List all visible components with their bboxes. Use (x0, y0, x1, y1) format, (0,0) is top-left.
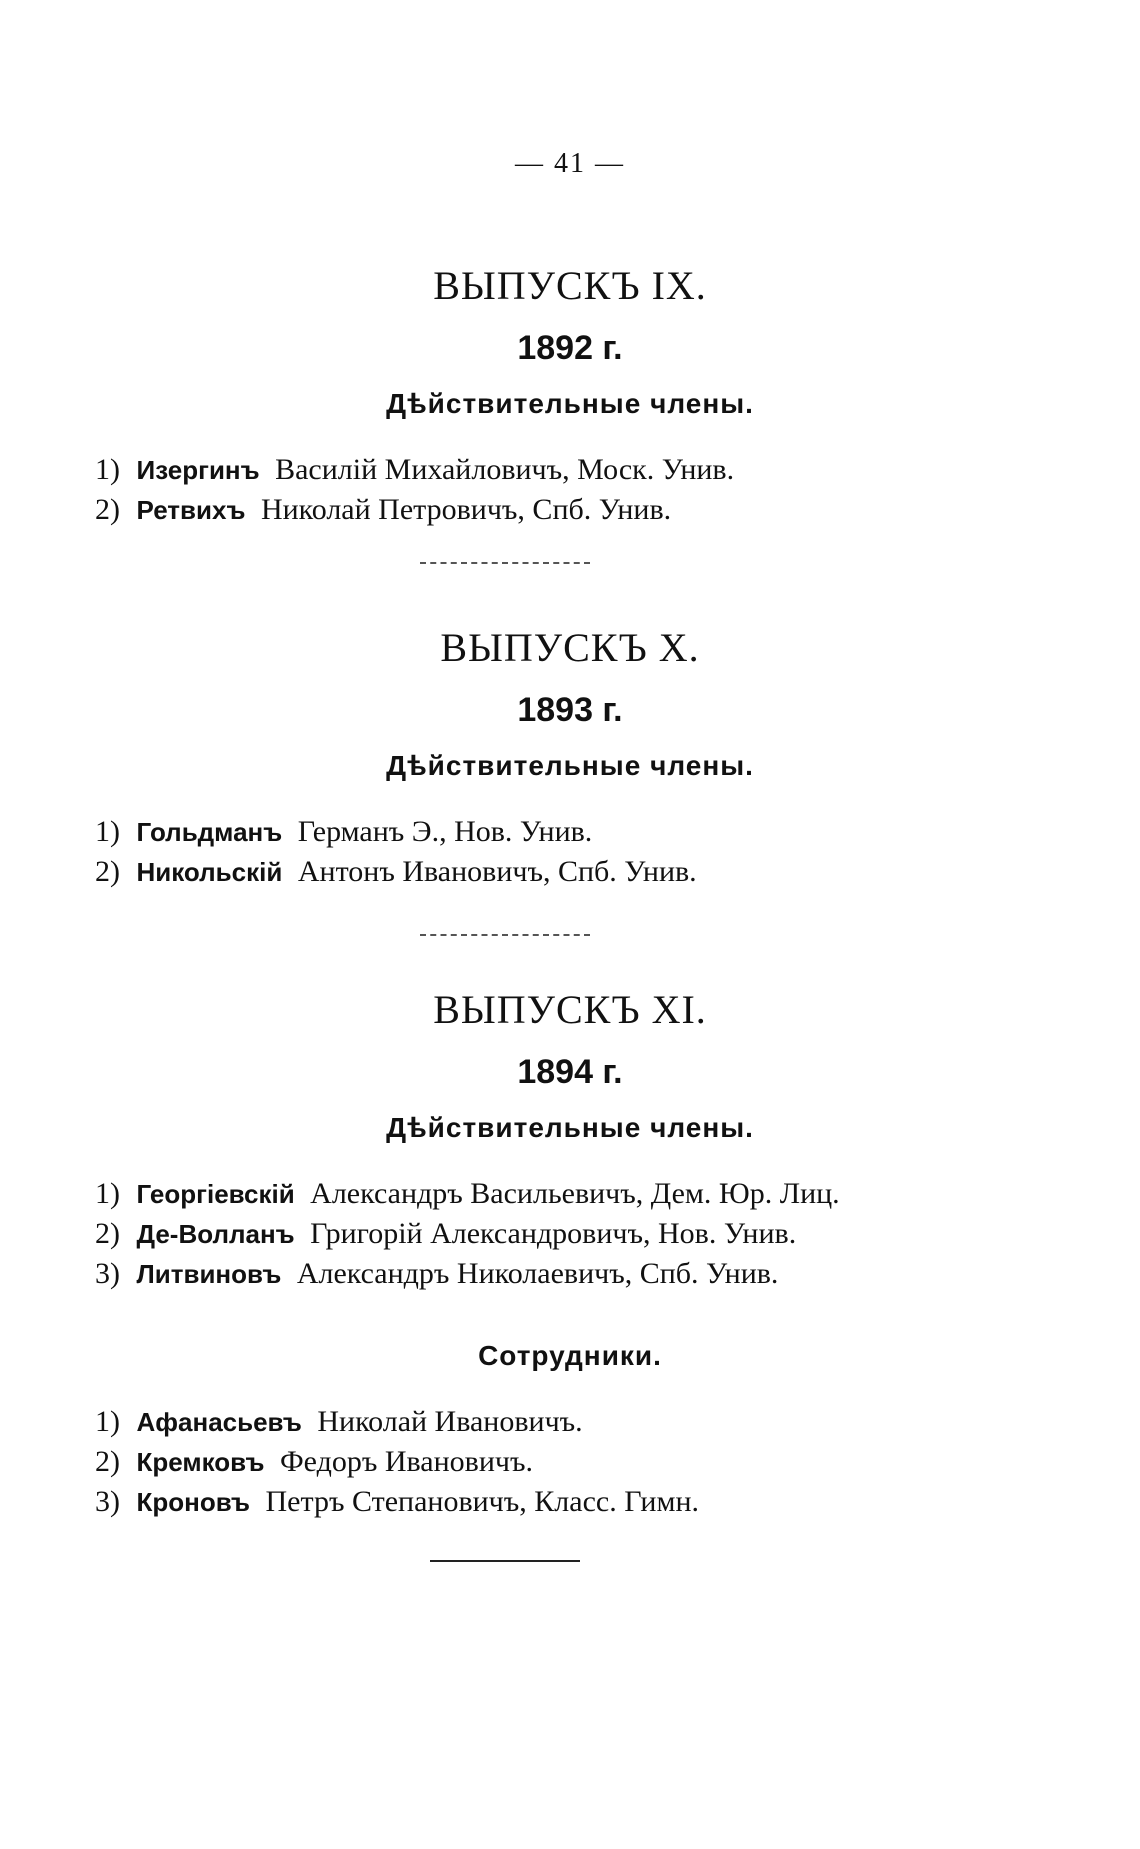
item-number: 1) (95, 1405, 120, 1438)
members-list (0, 1174, 1140, 1294)
item-number: 2) (95, 493, 120, 526)
section-issue-11 (0, 986, 1140, 1294)
staff-details: Николай Ивановичъ. (317, 1405, 583, 1438)
member-details: Александръ Васильевичъ, Дем. Юр. Лиц. (310, 1177, 840, 1210)
list-item (95, 812, 1140, 852)
members-list (0, 812, 1140, 892)
issue-year: 1894 г. (517, 1053, 623, 1091)
staff-surname: Кроновъ (136, 1487, 251, 1517)
issue-title: ВЫПУСКЪ XI. (433, 987, 707, 1032)
list-item (95, 1482, 1140, 1522)
item-number: 2) (95, 855, 120, 888)
members-heading: Дѣйствительные члены. (386, 388, 754, 419)
list-item (95, 1402, 1140, 1442)
staff-details: Федоръ Ивановичъ. (279, 1445, 533, 1478)
staff-block (0, 1340, 1140, 1522)
section-issue-10 (0, 624, 1140, 892)
list-item (95, 450, 1140, 490)
member-details: Александръ Николаевичъ, Спб. Унив. (296, 1257, 779, 1290)
section-divider (420, 934, 590, 938)
item-number: 1) (95, 1177, 120, 1210)
list-item (95, 1214, 1140, 1254)
staff-details: Петръ Степановичъ, Класс. Гимн. (265, 1485, 699, 1518)
member-surname: Никольскій (136, 857, 283, 887)
member-surname: Изергинъ (136, 455, 260, 485)
item-number: 3) (95, 1485, 120, 1518)
member-surname: Де-Волланъ (136, 1219, 295, 1249)
member-details: Григорій Александровичъ, Нов. Унив. (310, 1217, 797, 1250)
member-surname: Литвиновъ (136, 1259, 282, 1289)
item-number: 1) (95, 453, 120, 486)
page-number: — 41 — (515, 148, 625, 179)
member-details: Василій Михайловичъ, Моск. Унив. (275, 453, 735, 486)
issue-year: 1892 г. (517, 329, 623, 367)
members-list (0, 450, 1140, 530)
item-number: 3) (95, 1257, 120, 1290)
member-surname: Гольдманъ (136, 817, 283, 847)
members-heading: Дѣйствительные члены. (386, 750, 754, 781)
list-item (95, 490, 1140, 530)
list-item (95, 1254, 1140, 1294)
issue-title: ВЫПУСКЪ X. (440, 625, 700, 670)
member-surname: Ретвихъ (136, 495, 246, 525)
member-details: Германъ Э., Нов. Унив. (297, 815, 593, 848)
member-details: Антонъ Ивановичъ, Спб. Унив. (297, 855, 697, 888)
members-heading: Дѣйствительные члены. (386, 1112, 754, 1143)
staff-list (0, 1402, 1140, 1522)
issue-title: ВЫПУСКЪ IX. (433, 263, 707, 308)
end-rule (430, 1560, 580, 1562)
issue-year: 1893 г. (517, 691, 623, 729)
staff-surname: Кремковъ (136, 1447, 265, 1477)
item-number: 1) (95, 815, 120, 848)
staff-surname: Афанасьевъ (136, 1407, 302, 1437)
member-surname: Георгіевскій (136, 1179, 295, 1209)
item-number: 2) (95, 1445, 120, 1478)
member-details: Николай Петровичъ, Спб. Унив. (260, 493, 672, 526)
staff-heading: Сотрудники. (478, 1340, 662, 1371)
list-item (95, 1174, 1140, 1214)
list-item (95, 1442, 1140, 1482)
item-number: 2) (95, 1217, 120, 1250)
list-item (95, 852, 1140, 892)
section-divider (420, 562, 590, 566)
section-issue-9 (0, 262, 1140, 530)
